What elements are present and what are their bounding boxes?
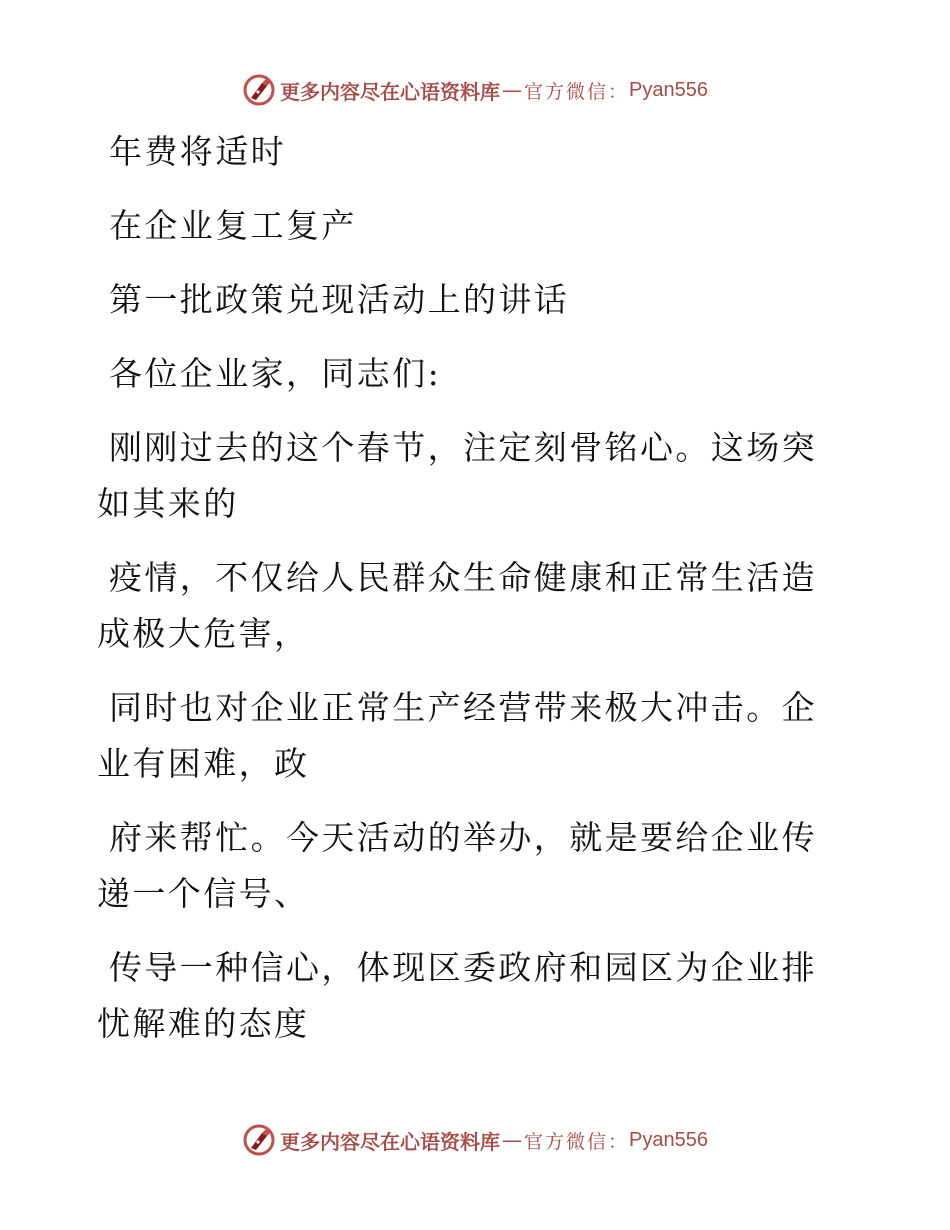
body-paragraph-4: 府来帮忙。今天活动的举办，就是要给企业传递一个信号、 [97, 818, 817, 913]
pen-nib-logo-icon [242, 73, 276, 107]
header-banner-inner [242, 73, 708, 107]
salutation: 各位企业家，同志们: [109, 354, 442, 393]
footer-banner [0, 1120, 950, 1160]
body-paragraph-3: 同时也对企业正常生产经营带来极大冲击。企业有困难，政 [97, 688, 817, 783]
header-dash: — [502, 78, 522, 102]
header-banner [0, 70, 950, 110]
pen-nib-logo-icon [242, 1123, 276, 1157]
footer-wechat-label: 官方微信： [524, 1130, 630, 1153]
title-line-2: 在企业复工复产 [109, 206, 357, 245]
footer-dash: — [502, 1128, 522, 1152]
body-paragraph-1: 刚刚过去的这个春节，注定刻骨铭心。这场突如其来的 [97, 428, 817, 523]
body-paragraph-2: 疫情，不仅给人民群众生命健康和正常生活造成极大危害， [97, 558, 817, 653]
title-line-1: 年费将适时 [109, 132, 286, 171]
header-site-text: 更多内容尽在心语资料库 [280, 79, 500, 104]
header-wechat-id: Pyan556 [629, 78, 708, 101]
title-line-3: 第一批政策兑现活动上的讲话 [109, 280, 570, 319]
footer-banner-inner [242, 1123, 708, 1157]
document-body [97, 124, 832, 1070]
header-wechat-label: 官方微信： [524, 80, 630, 103]
footer-wechat-id: Pyan556 [629, 1128, 708, 1151]
body-paragraph-5: 传导一种信心，体现区委政府和园区为企业排忧解难的态度 [97, 948, 817, 1043]
footer-site-text: 更多内容尽在心语资料库 [280, 1129, 500, 1154]
